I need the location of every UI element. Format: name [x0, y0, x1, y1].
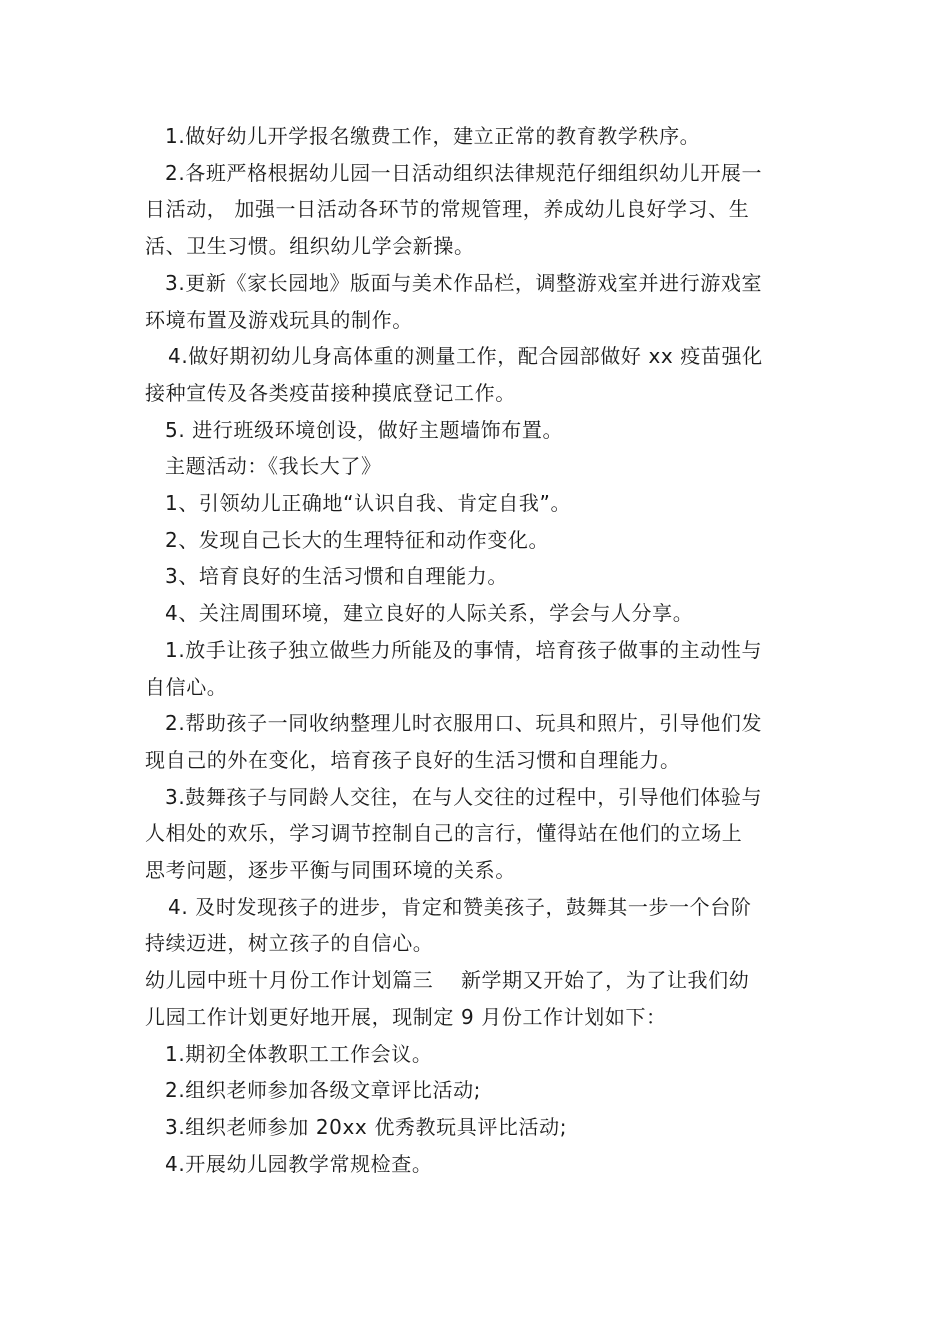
text-line: 4.做好期初幼儿身高体重的测量工作，配合园部做好 xx 疫苗强化 [168, 344, 763, 369]
text-line: 环境布置及游戏玩具的制作。 [145, 307, 413, 332]
text-line: 2、发现自己长大的生理特征和动作变化。 [165, 527, 550, 552]
text-line: 3.更新《家长园地》版面与美术作品栏，调整游戏室并进行游戏室 [165, 270, 763, 295]
text-line: 2.各班严格根据幼儿园一日活动组织法律规范仔细组织幼儿开展一 [165, 160, 763, 185]
text-line: 4、关注周围环境，建立良好的人际关系，学会与人分享。 [165, 601, 694, 626]
text-line: 4.开展幼儿园教学常规检查。 [165, 1151, 433, 1176]
text-line: 主题活动：《我长大了》 [165, 454, 382, 479]
text-line: 活、卫生习惯。组织幼儿学会新操。 [145, 234, 475, 259]
text-line: 2.帮助孩子一同收纳整理儿时衣服用口、玩具和照片，引导他们发 [165, 711, 763, 736]
document-body [145, 118, 810, 1182]
text-line: 3.组织老师参加 20xx 优秀教玩具评比活动; [165, 1114, 568, 1139]
text-line: 幼儿园中班十月份工作计划篇三 新学期又开始了，为了让我们幼 [145, 968, 750, 993]
text-line: 4. 及时发现孩子的进步，肯定和赞美孩子，鼓舞其一步一个台阶 [168, 894, 752, 919]
text-line: 1、引领幼儿正确地“认识自我、肯定自我”。 [165, 491, 572, 516]
text-line: 持续迈进，树立孩子的自信心。 [145, 931, 434, 956]
text-line: 儿园工作计划更好地开展，现制定 9 月份工作计划如下： [145, 1004, 667, 1029]
text-line: 1.放手让孩子独立做些力所能及的事情，培育孩子做事的主动性与 [165, 637, 763, 662]
text-line: 3、培育良好的生活习惯和自理能力。 [165, 564, 508, 589]
text-line: 5. 进行班级环境创设，做好主题墙饰布置。 [165, 417, 564, 442]
text-line: 2.组织老师参加各级文章评比活动; [165, 1078, 482, 1103]
text-line: 日活动， 加强一日活动各环节的常规管理，养成幼儿良好学习、生 [145, 197, 750, 222]
text-line: 思考问题，逐步平衡与同围环境的关系。 [145, 858, 516, 883]
text-line: 1.做好幼儿开学报名缴费工作，建立正常的教育教学秩序。 [165, 124, 701, 148]
text-line: 3.鼓舞孩子与同龄人交往，在与人交往的过程中，引导他们体验与 [165, 784, 763, 809]
text-line: 自信心。 [145, 674, 228, 699]
text-line: 现自己的外在变化，培育孩子良好的生活习惯和自理能力。 [145, 747, 681, 772]
text-line: 接种宣传及各类疫苗接种摸底登记工作。 [145, 380, 516, 405]
text-line: 人相处的欢乐，学习调节控制自己的言行，懂得站在他们的立场上 [145, 821, 743, 846]
text-line: 1.期初全体教职工工作会议。 [165, 1041, 433, 1066]
